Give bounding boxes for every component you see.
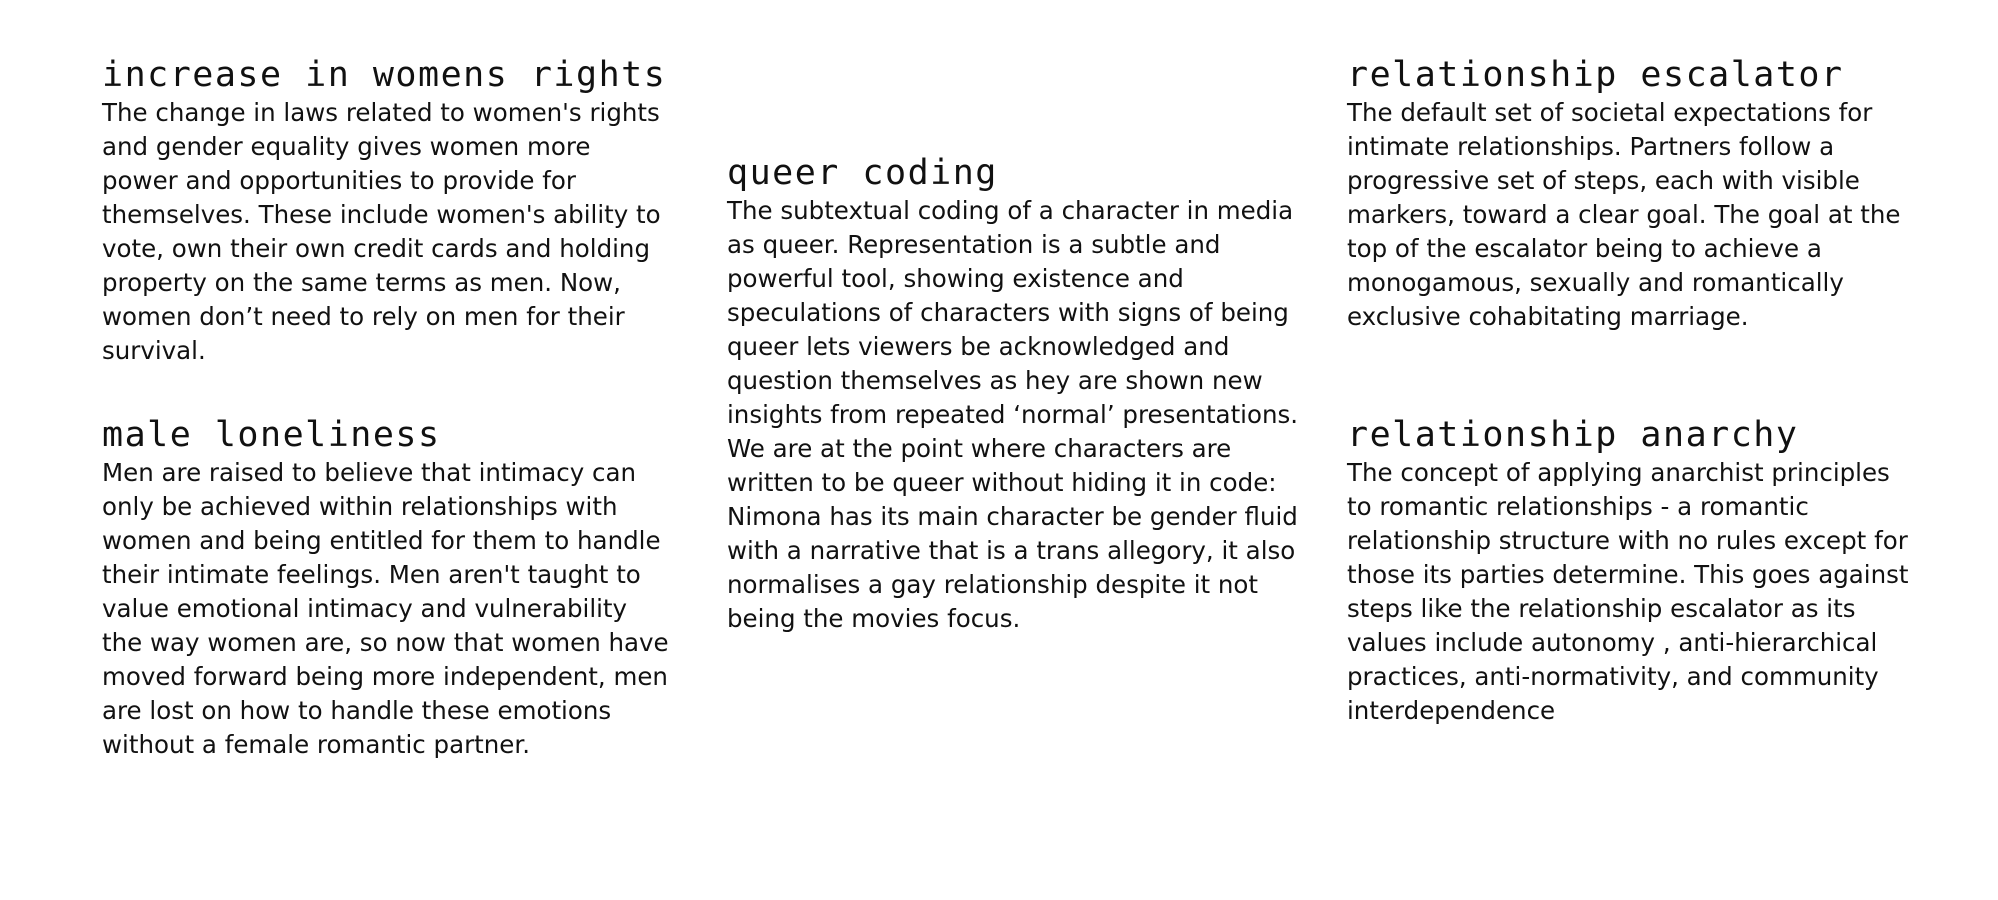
entry-body: The default set of societal expectations for intimate relationships. Partners follow a progressive set of steps, each with visible markers, toward a clear goal. The goal at the top of the escalator being to achieve a monogamous, sexually and romantically exclusive cohabitating marriage. (1347, 98, 1901, 331)
entry-body: The subtextual coding of a character in media as queer. Representation is a subtle and powerful tool, showing existence and speculations of characters with signs of being queer lets viewers be acknowledged and question themselves as hey are shown new insights from repeated ‘normal’ presentations. We are at the point where characters are written to be queer without hiding it in code: Nimona has its main character be gender fluid with a narrative that is a trans allegory, it also normalises a gay relationship despite it not being the movies focus. (727, 196, 1299, 633)
entry-title: relationship anarchy (1347, 415, 1799, 455)
entry-title: increase in womens rights (102, 55, 667, 95)
entry-relationship-escalator (1347, 54, 1917, 334)
entry-title: queer coding (727, 153, 998, 193)
entry-title: relationship escalator (1347, 55, 1844, 95)
entry-male-loneliness (102, 414, 672, 762)
entry-body: Men are raised to believe that intimacy can only be achieved within relationships with women and being entitled for them to handle their intimate feelings. Men aren't taught to value emotional intimacy and vulnerability the way women are, so now that women have moved forward being more independent, men are lost on how to handle these emotions without a female romantic partner. (102, 458, 669, 759)
entry-womens-rights (102, 54, 672, 368)
entry-title: male loneliness (102, 415, 441, 455)
entry-queer-coding (727, 152, 1302, 636)
entry-relationship-anarchy (1347, 414, 1922, 728)
entry-body: The concept of applying anarchist principles to romantic relationships - a romantic relationship structure with no rules except for those its parties determine. This goes against steps like the relationship escalator as its values include autonomy , anti-hierarchical practices, anti-normativity, and community interdependence (1347, 458, 1909, 725)
entry-body: The change in laws related to women's rights and gender equality gives women more power and opportunities to provide for themselves. These include women's ability to vote, own their own credit cards and holding property on the same terms as men. Now, women don’t need to rely on men for their survival. (102, 98, 661, 365)
